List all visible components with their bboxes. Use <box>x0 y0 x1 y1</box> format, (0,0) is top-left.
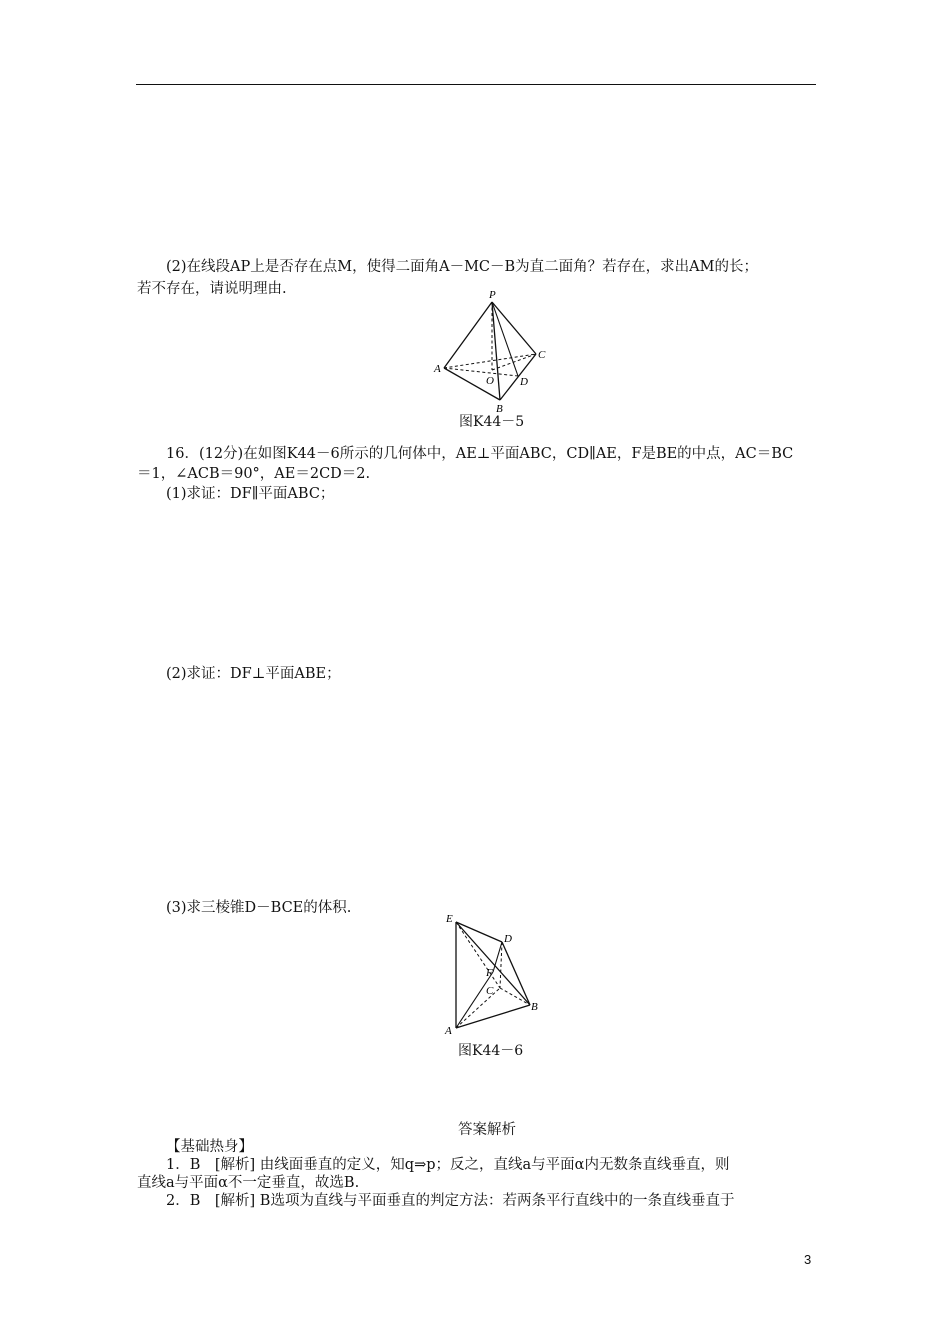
figure-solid-k44-6 <box>440 910 550 1040</box>
edge-DB <box>502 942 530 1005</box>
answer-line2: 直线a与平面α不一定垂直，故选B. <box>137 1175 360 1191</box>
label-C: C <box>538 349 546 361</box>
edge-DF <box>493 942 502 972</box>
page-number: 3 <box>804 1252 812 1267</box>
label-A: A <box>434 363 441 375</box>
label-E: E <box>446 913 453 925</box>
label-B: B <box>496 403 503 415</box>
q16-part3: (3)求三棱锥D－BCE的体积. <box>166 900 352 916</box>
edge-AC <box>444 354 536 368</box>
q16-part2: (2)求证：DF⊥平面ABE； <box>166 666 341 682</box>
figure1-caption: 图K44－5 <box>459 414 525 430</box>
edge-PC <box>492 302 536 354</box>
label-C: C <box>486 985 494 997</box>
label-D: D <box>504 933 512 945</box>
figure2-caption: 图K44－6 <box>458 1043 524 1059</box>
label-P: P <box>489 289 496 301</box>
label-A: A <box>445 1025 452 1037</box>
q16-line1: 16．(12分)在如图K44－6所示的几何体中，AE⊥平面ABC，CD∥AE，F是BE的中点，AC＝BC <box>166 446 794 462</box>
answers-section: 【基础热身】 <box>166 1139 253 1155</box>
q15-part2-line2: 若不存在，请说明理由. <box>137 281 287 297</box>
header-rule <box>136 84 816 85</box>
label-F: F <box>486 967 493 979</box>
answer-line1: 1．B [解析] 由线面垂直的定义，知q⇒p；反之，直线a与平面α内无数条直线垂直，则 <box>166 1157 730 1173</box>
edge-PA <box>444 302 492 368</box>
label-B: B <box>531 1001 538 1013</box>
label-O: O <box>486 375 494 387</box>
answers-title: 答案解析 <box>458 1122 516 1138</box>
edge-AB <box>456 1005 530 1028</box>
edge-AF <box>456 972 493 1028</box>
figure-pyramid-k44-5 <box>430 288 560 416</box>
label-D: D <box>520 376 528 388</box>
q16-line2: ＝1，∠ACB＝90°，AE＝2CD＝2. <box>137 466 371 482</box>
answer-line3: 2．B [解析] B选项为直线与平面垂直的判定方法：若两条平行直线中的一条直线垂直于 <box>166 1193 735 1209</box>
q16-part1: (1)求证：DF∥平面ABC； <box>166 486 335 502</box>
q15-part2-line1: (2)在线段AP上是否存在点M，使得二面角A－MC－B为直二面角？若存在，求出AM的长； <box>166 259 758 275</box>
edge-CB <box>500 988 530 1005</box>
